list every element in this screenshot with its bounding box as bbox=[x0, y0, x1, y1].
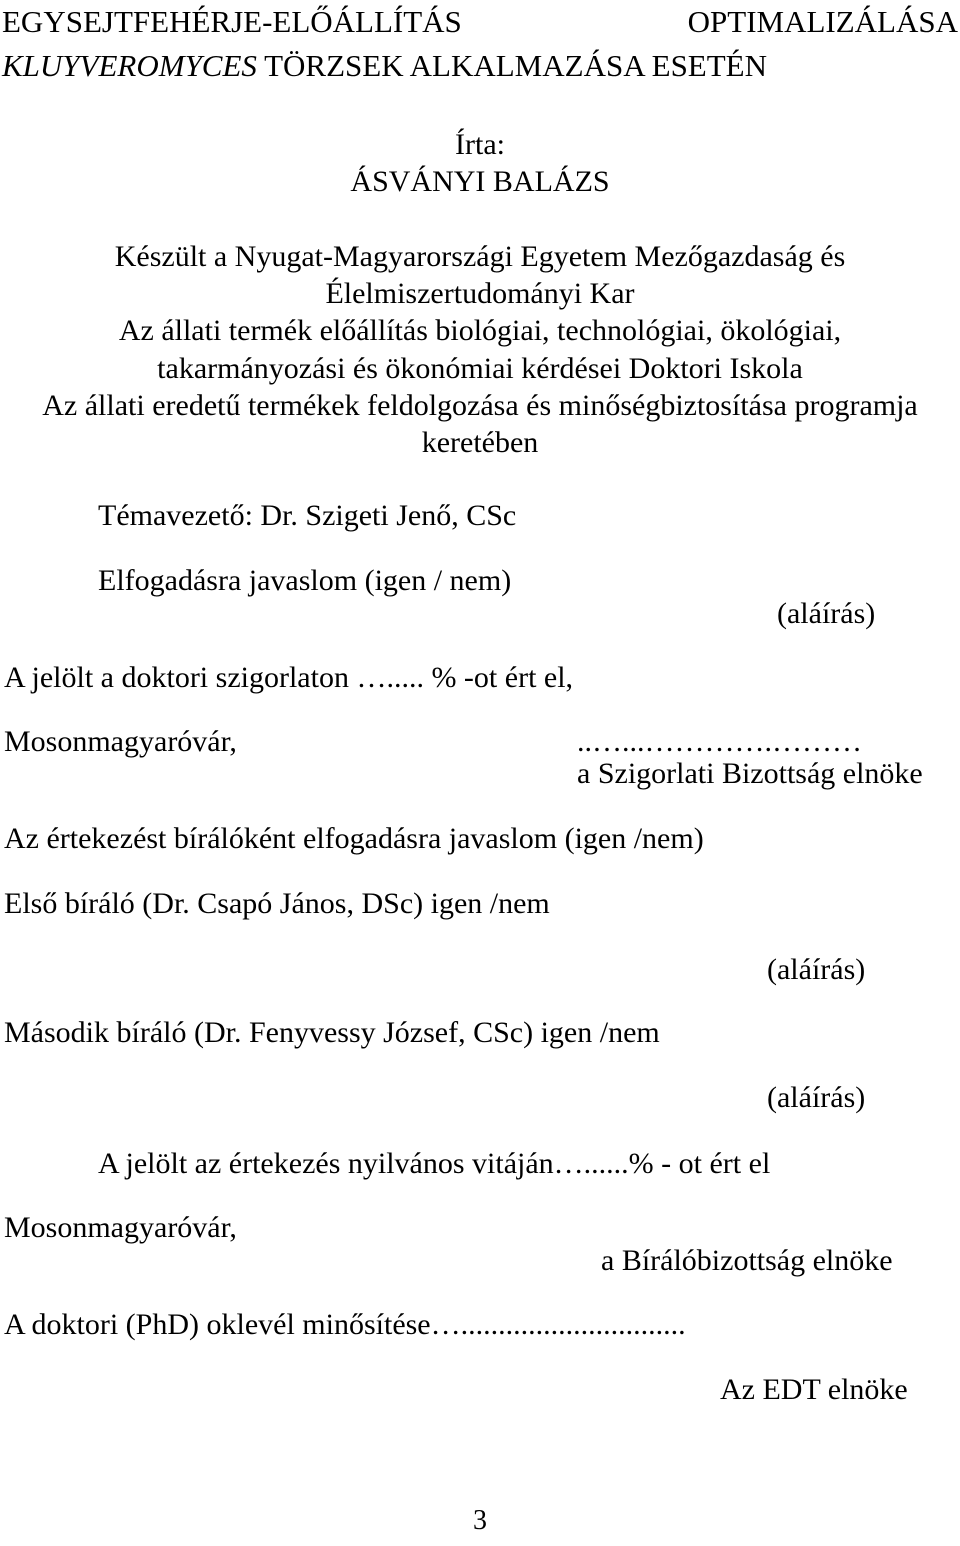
edt-chair-label: Az EDT elnöke bbox=[720, 1373, 908, 1406]
review-accept-line: Az értekezést bírálóként elfogadásra javaslom (igen /nem) bbox=[4, 822, 704, 855]
signature-label-reviewer-1: (aláírás) bbox=[767, 953, 866, 986]
title-line-1 bbox=[2, 4, 958, 40]
title-line-1-right: OPTIMALIZÁLÁSA bbox=[687, 4, 958, 39]
title-line-1-left: EGYSEJTFEHÉRJE-ELŐÁLLÍTÁS bbox=[2, 4, 462, 39]
city-line-2: Mosonmagyaróvár, bbox=[4, 1211, 237, 1244]
institution-line-6: keretében bbox=[421, 426, 539, 459]
acceptance-line: Elfogadásra javaslom (igen / nem) bbox=[98, 564, 512, 597]
institution-line-4: takarmányozási és ökonómiai kérdései Doktori Iskola bbox=[157, 352, 803, 385]
signature-dots: ..…...………….……… bbox=[577, 725, 862, 758]
supervisor-line: Témavezető: Dr. Szigeti Jenő, CSc bbox=[98, 499, 517, 532]
title-line-2 bbox=[2, 48, 767, 84]
exam-chair-label: a Szigorlati Bizottság elnöke bbox=[577, 757, 923, 790]
defense-result-line: A jelölt az értekezés nyilvános vitáján…......% - ot ért el bbox=[98, 1147, 771, 1180]
signature-label-reviewer-2: (aláírás) bbox=[767, 1081, 866, 1114]
exam-result-line: A jelölt a doktori szigorlaton …..... % -ot ért el, bbox=[4, 661, 574, 694]
reviewer-1-line: Első bíráló (Dr. Csapó János, DSc) igen /nem bbox=[4, 887, 550, 920]
page-number: 3 bbox=[473, 1505, 487, 1536]
institution-line-5: Az állati eredetű termékek feldolgozása és minőségbiztosítása programja bbox=[42, 389, 918, 422]
author-label: Írta: bbox=[455, 128, 505, 161]
city-line-1: Mosonmagyaróvár, bbox=[4, 725, 237, 758]
title-line-2-rest: TÖRZSEK ALKALMAZÁSA ESETÉN bbox=[256, 48, 767, 83]
signature-label-supervisor: (aláírás) bbox=[777, 597, 876, 630]
institution-line-3: Az állati termék előállítás biológiai, technológiai, ökológiai, bbox=[118, 314, 842, 347]
diploma-line: A doktori (PhD) oklevél minősítése….............................. bbox=[4, 1308, 686, 1341]
committee-chair-label: a Bírálóbizottság elnöke bbox=[601, 1244, 893, 1277]
institution-line-1: Készült a Nyugat-Magyarországi Egyetem Mezőgazdaság és bbox=[114, 240, 846, 273]
title-species: KLUYVEROMYCES bbox=[2, 48, 257, 83]
institution-line-2: Élelmiszertudományi Kar bbox=[325, 277, 635, 310]
author-name: ÁSVÁNYI BALÁZS bbox=[350, 165, 610, 198]
reviewer-2-line: Második bíráló (Dr. Fenyvessy József, CSc) igen /nem bbox=[4, 1016, 660, 1049]
